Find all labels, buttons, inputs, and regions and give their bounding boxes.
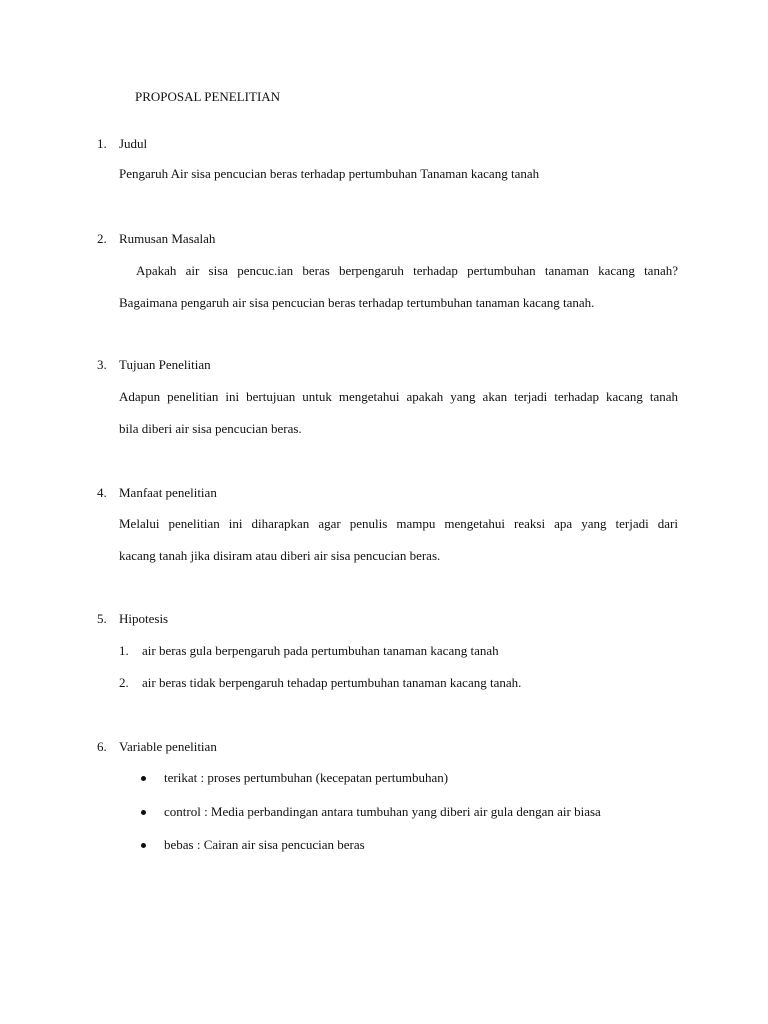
section-heading-rumusan-masalah: Rumusan Masalah xyxy=(119,231,216,246)
hipotesis-item-number-2: 2. xyxy=(119,675,129,690)
variable-bullet-bebas: bebas : Cairan air sisa pencucian beras xyxy=(164,837,365,852)
variable-bullet-control: control : Media perbandingan antara tumbuhan yang diberi air gula dengan air biasa xyxy=(164,804,601,819)
section-heading-variable-penelitian: Variable penelitian xyxy=(119,739,217,754)
hipotesis-item-1: air beras gula berpengaruh pada pertumbuhan tanaman kacang tanah xyxy=(142,643,499,658)
section-heading-tujuan-penelitian: Tujuan Penelitian xyxy=(119,357,211,372)
bullet-icon xyxy=(141,810,146,815)
section-number-3: 3. xyxy=(97,357,107,372)
section-heading-manfaat-penelitian: Manfaat penelitian xyxy=(119,485,217,500)
section-2-line-2: Bagaimana pengaruh air sisa pencucian beras terhadap tertumbuhan tanaman kacang tanah. xyxy=(119,295,595,310)
hipotesis-item-number-1: 1. xyxy=(119,643,129,658)
section-2-line-1: Apakah air sisa pencuc.ian beras berpengaruh terhadap pertumbuhan tanaman kacang tanah? xyxy=(136,263,678,278)
section-heading-hipotesis: Hipotesis xyxy=(119,611,169,626)
section-heading-judul: Judul xyxy=(119,136,148,151)
section-number-1: 1. xyxy=(97,136,107,151)
section-3-line-2: bila diberi air sisa pencucian beras. xyxy=(119,421,302,436)
bullet-icon xyxy=(141,776,146,781)
section-number-6: 6. xyxy=(97,739,107,754)
section-number-5: 5. xyxy=(97,611,107,626)
hipotesis-item-2: air beras tidak berpengaruh tehadap pertumbuhan tanaman kacang tanah. xyxy=(142,675,522,690)
section-number-2: 2. xyxy=(97,231,107,246)
bullet-icon xyxy=(141,843,146,848)
variable-bullet-terikat: terikat : proses pertumbuhan (kecepatan pertumbuhan) xyxy=(164,770,449,785)
document-title: PROPOSAL PENELITIAN xyxy=(135,89,281,104)
section-1-line-1: Pengaruh Air sisa pencucian beras terhadap pertumbuhan Tanaman kacang tanah xyxy=(119,166,540,181)
section-3-line-1: Adapun penelitian ini bertujuan untuk mengetahui apakah yang akan terjadi terhadap kacang tanah xyxy=(119,389,678,404)
section-number-4: 4. xyxy=(97,485,107,500)
section-4-line-2: kacang tanah jika disiram atau diberi air sisa pencucian beras. xyxy=(119,548,441,563)
section-4-line-1: Melalui penelitian ini diharapkan agar penulis mampu mengetahui reaksi apa yang terjadi dari xyxy=(119,516,678,531)
